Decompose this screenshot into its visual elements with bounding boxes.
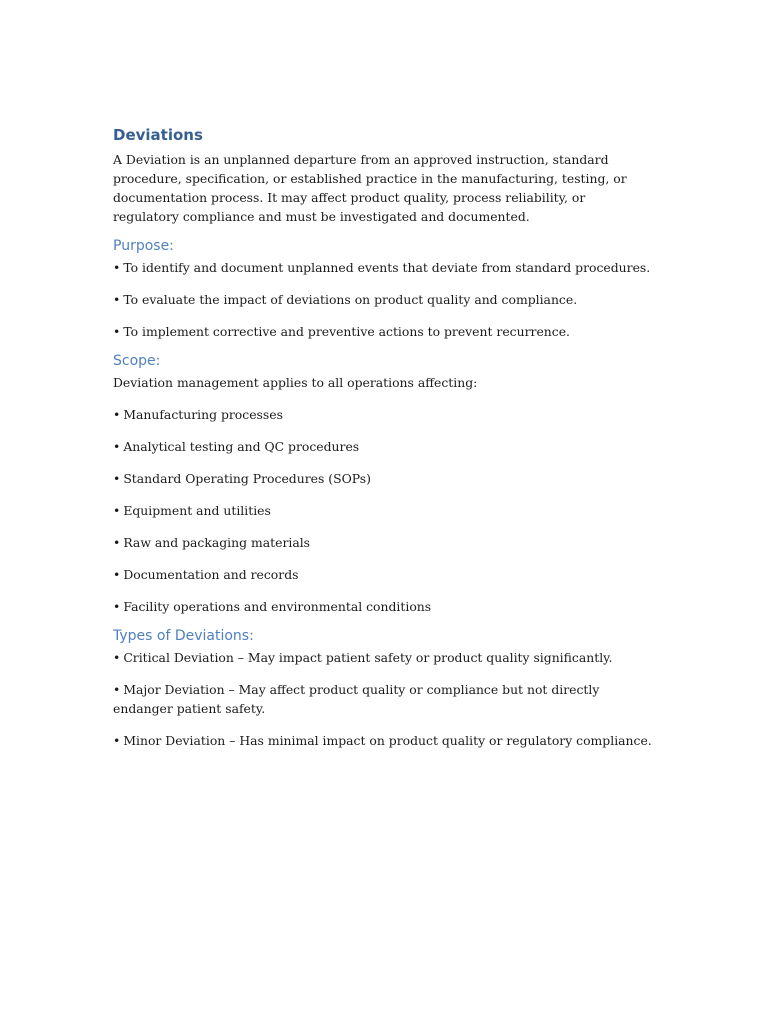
list-item: • To evaluate the impact of deviations on product quality and compliance. [113, 292, 578, 307]
scope-heading: Scope: [113, 353, 161, 369]
list-item: • Minor Deviation – Has minimal impact on product quality or regulatory compliance. [113, 733, 652, 748]
bullet-icon: • [113, 733, 121, 748]
bullet-icon: • [113, 260, 121, 275]
list-item: • Standard Operating Procedures (SOPs) [113, 471, 371, 486]
types-list [113, 648, 653, 750]
scope-list [113, 405, 653, 616]
types-heading: Types of Deviations: [113, 628, 254, 644]
bullet-icon: • [113, 567, 121, 582]
bullet-icon: • [113, 324, 121, 339]
list-item: • To identify and document unplanned events that deviate from standard procedures. [113, 260, 651, 275]
bullet-icon: • [113, 682, 121, 697]
bullet-icon: • [113, 599, 121, 614]
list-item: • Major Deviation – May affect product quality or compliance but not directly endanger patient safety. [113, 682, 600, 716]
bullet-icon: • [113, 471, 121, 486]
list-item: • To implement corrective and preventive actions to prevent recurrence. [113, 324, 570, 339]
intro-paragraph: A Deviation is an unplanned departure from an approved instruction, standard procedure, specification, or established practice in the manufacturing, testing, or documentation process. It may affect product quality, process reliability, or regulatory compliance and must be investigated and documented. [113, 152, 627, 224]
bullet-icon: • [113, 439, 121, 454]
bullet-icon: • [113, 650, 121, 665]
document-title: Deviations [113, 126, 203, 144]
list-item: • Manufacturing processes [113, 407, 283, 422]
list-item: • Equipment and utilities [113, 503, 271, 518]
bullet-icon: • [113, 535, 121, 550]
list-item: • Raw and packaging materials [113, 535, 311, 550]
purpose-list [113, 258, 653, 341]
list-item: • Facility operations and environmental conditions [113, 599, 432, 614]
list-item: • Documentation and records [113, 567, 299, 582]
list-item: • Critical Deviation – May impact patient safety or product quality significantly. [113, 650, 613, 665]
list-item: • Analytical testing and QC procedures [113, 439, 360, 454]
scope-intro: Deviation management applies to all operations affecting: [113, 375, 478, 390]
bullet-icon: • [113, 407, 121, 422]
document-page [113, 124, 653, 750]
bullet-icon: • [113, 292, 121, 307]
bullet-icon: • [113, 503, 121, 518]
purpose-heading: Purpose: [113, 238, 174, 254]
